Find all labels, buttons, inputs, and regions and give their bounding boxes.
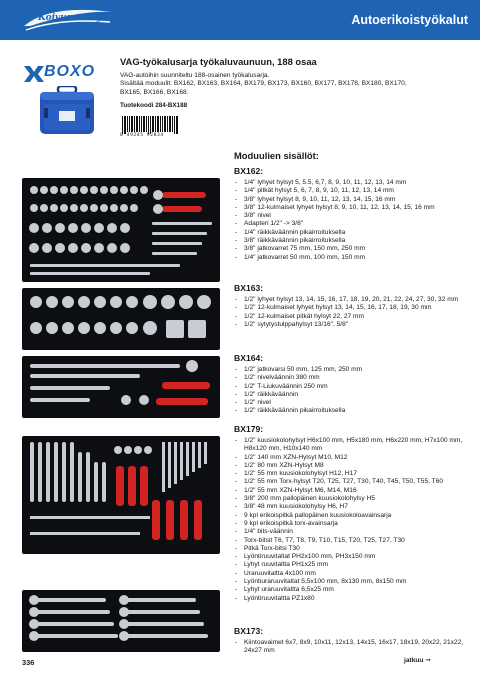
product-code: Tuotekoodi 284-BX188 <box>120 102 188 109</box>
product-description-line: Sisältää moduulit: BX162, BX163, BX164, BX179, BX173, BX160, BX177, BX178, BX180, BX170, <box>120 80 407 88</box>
module-bx162 <box>234 166 466 262</box>
list-item: - 3/8" jatkovarret 75 mm, 150 mm, 250 mm <box>234 245 466 253</box>
list-item: - Lyhyt uraruuvitaltta 6,5x25 mm <box>234 586 466 594</box>
product-description-line: VAG-autoihin suunniteltu 188-osainen työkalusarja. <box>120 72 270 79</box>
product-title: VAG-työkalusarja työkaluvaunuun, 188 osaa <box>120 56 317 67</box>
module-item-list <box>234 366 466 416</box>
list-item: - 1/2" räikkäväännin pikairroituksella <box>234 407 466 415</box>
list-item: - 3/8" 200 mm pallopäinen kuusiokolohylsy H5 <box>234 495 466 503</box>
barcode <box>120 116 184 145</box>
product-description <box>120 72 465 97</box>
module-item-list <box>234 437 466 603</box>
list-item: - 9 kpl erikoispitkä pallopäinen kuusiokoloavainsarja <box>234 512 466 520</box>
arrow-right-icon: ➞ <box>425 656 431 664</box>
list-item: - 1/2" 55 mm XZN-Hylsyt M6, M14, M16 <box>234 487 466 495</box>
list-item: - Lyhyt ruuvitaltta PH1x25 mm <box>234 561 466 569</box>
list-item: - 1/4" räikkäväännin pikairroituksella <box>234 229 466 237</box>
module-item-list <box>234 179 466 262</box>
list-item: - 1/2" T-Liukuväännin 250 mm <box>234 383 466 391</box>
list-item: - 3/8" nivel <box>234 212 466 220</box>
list-item: - 3/8" lyhyet hylsyt 8, 9, 10, 11, 12, 13, 14, 15, 16 mm <box>234 196 466 204</box>
list-item: - 1/2" sytytystulppahylsyt 13/16", 5/8" <box>234 321 466 329</box>
section-title: Autoerikoistyökalut <box>351 13 468 27</box>
list-item: - Uraruuvitaltta 4x100 mm <box>234 570 466 578</box>
list-item: - Adapteri 1/2" -> 3/8" <box>234 220 466 228</box>
list-item: - 1/2" kuusiokolohylsyt H6x100 mm, H5x180 mm, H6x220 mm, H7x100 mm, H8x120 mm, H10x140 mm <box>234 437 466 454</box>
list-item: - 1/2" 55 mm Torx-hylsyt T20, T25, T27, T30, T40, T45, T50, T55, T60 <box>234 478 466 486</box>
modules-heading: Moduulien sisällöt: <box>234 150 319 161</box>
barcode-number: 0 49245 92834 <box>120 133 164 138</box>
tool-case-image <box>38 86 96 141</box>
module-bx163 <box>234 283 466 329</box>
tray-image-bx173 <box>22 590 220 652</box>
list-item: - 1/2" 12-kulmaiset lyhyet hylsyt 13, 14, 15, 16, 17, 18, 19, 30 mm <box>234 304 466 312</box>
page-number: 336 <box>22 658 35 667</box>
list-item: - 1/2" nivel <box>234 399 466 407</box>
boxo-logo-text: BOXO <box>44 63 96 80</box>
list-item: - 1/2" 55 mm kuusiokolohylsyt H12, H17 <box>234 470 466 478</box>
continue-link[interactable] <box>404 656 431 664</box>
header-bar <box>0 0 480 40</box>
product-description-line: BX165, BX166, BX168. <box>120 88 189 96</box>
tray-image-bx164 <box>22 356 220 418</box>
list-item: - Pitkä Torx-bitsi T30 <box>234 545 466 553</box>
boxo-logo <box>22 62 102 89</box>
module-item-list <box>234 639 466 656</box>
list-item: - Lyöntiruuvitaltat PH2x100 mm, PH3x150 mm <box>234 553 466 561</box>
koivunen-logo[interactable] <box>20 6 116 39</box>
list-item: - 3/8" räikkäväännin pikairroituksella <box>234 237 466 245</box>
list-item: - 1/4" pitkät hylsyt 5, 6, 7, 8, 9, 10, 11, 12, 13, 14 mm <box>234 187 466 195</box>
module-title: BX179: <box>234 424 264 434</box>
module-title: BX164: <box>234 353 264 363</box>
list-item: - 1/4" bits-väännin <box>234 528 466 536</box>
module-title: BX162: <box>234 166 264 176</box>
list-item: - 3/8" 48 mm kuusiokolohylsy H6, H7 <box>234 503 466 511</box>
module-title: BX173: <box>234 626 264 636</box>
module-bx173 <box>234 626 466 656</box>
module-bx179 <box>234 424 466 603</box>
continue-label: jatkuu <box>404 657 424 664</box>
list-item: - 1/2" 12-kulmaiset pitkät hylsyt 22, 27 mm <box>234 313 466 321</box>
module-title: BX163: <box>234 283 264 293</box>
tray-image-bx162 <box>22 178 220 282</box>
list-item: - 1/2" lyhyet hylsyt 13, 14, 15, 16, 17, 18, 19, 20, 21, 22, 24, 27, 30, 32 mm <box>234 296 466 304</box>
list-item: - 3/8" 12-kulmaiset lyhyet hylsyt 8, 9, 10, 11, 12, 13, 14, 15, 16 mm <box>234 204 466 212</box>
module-bx164 <box>234 353 466 416</box>
list-item: - 9 kpl erikoispitkä torx-avainsarja <box>234 520 466 528</box>
list-item: - 1/4" lyhyet hylsyt 5, 5.5, 6,7, 8, 9, 10, 11, 12, 13, 14 mm <box>234 179 466 187</box>
koivunen-logo-text: Koivunen Oy <box>38 13 102 23</box>
list-item: - 1/2" räikkäväännin <box>234 391 466 399</box>
list-item: - 1/2" jatkovarsi 50 mm, 125 mm, 250 mm <box>234 366 466 374</box>
tray-image-bx179 <box>22 436 220 554</box>
list-item: - 1/2" nivelväännin 380 mm <box>234 374 466 382</box>
list-item: - 1/2" 80 mm XZN-Hylsyt M8 <box>234 462 466 470</box>
list-item: - Lyöntiuraruuvitaltat 5,5x100 mm, 8x130 mm, 8x150 mm <box>234 578 466 586</box>
list-item: - Kiintoavaimet 6x7, 8x9, 10x11, 12x13, 14x15, 16x17, 18x19, 20x22, 21x22, 24x27 mm <box>234 639 466 656</box>
list-item: - 1/4" jatkovarret 50 mm, 100 mm, 150 mm <box>234 254 466 262</box>
list-item: - Torx-bitsit T6, T7, T8, T9, T10, T15, T20, T25, T27, T30 <box>234 537 466 545</box>
list-item: - Lyöntiruuvitaltta PZ1x80 <box>234 595 466 603</box>
list-item: - 1/2" 140 mm XZN-Hylsyt M10, M12 <box>234 454 466 462</box>
module-item-list <box>234 296 466 329</box>
tray-image-bx163 <box>22 288 220 350</box>
